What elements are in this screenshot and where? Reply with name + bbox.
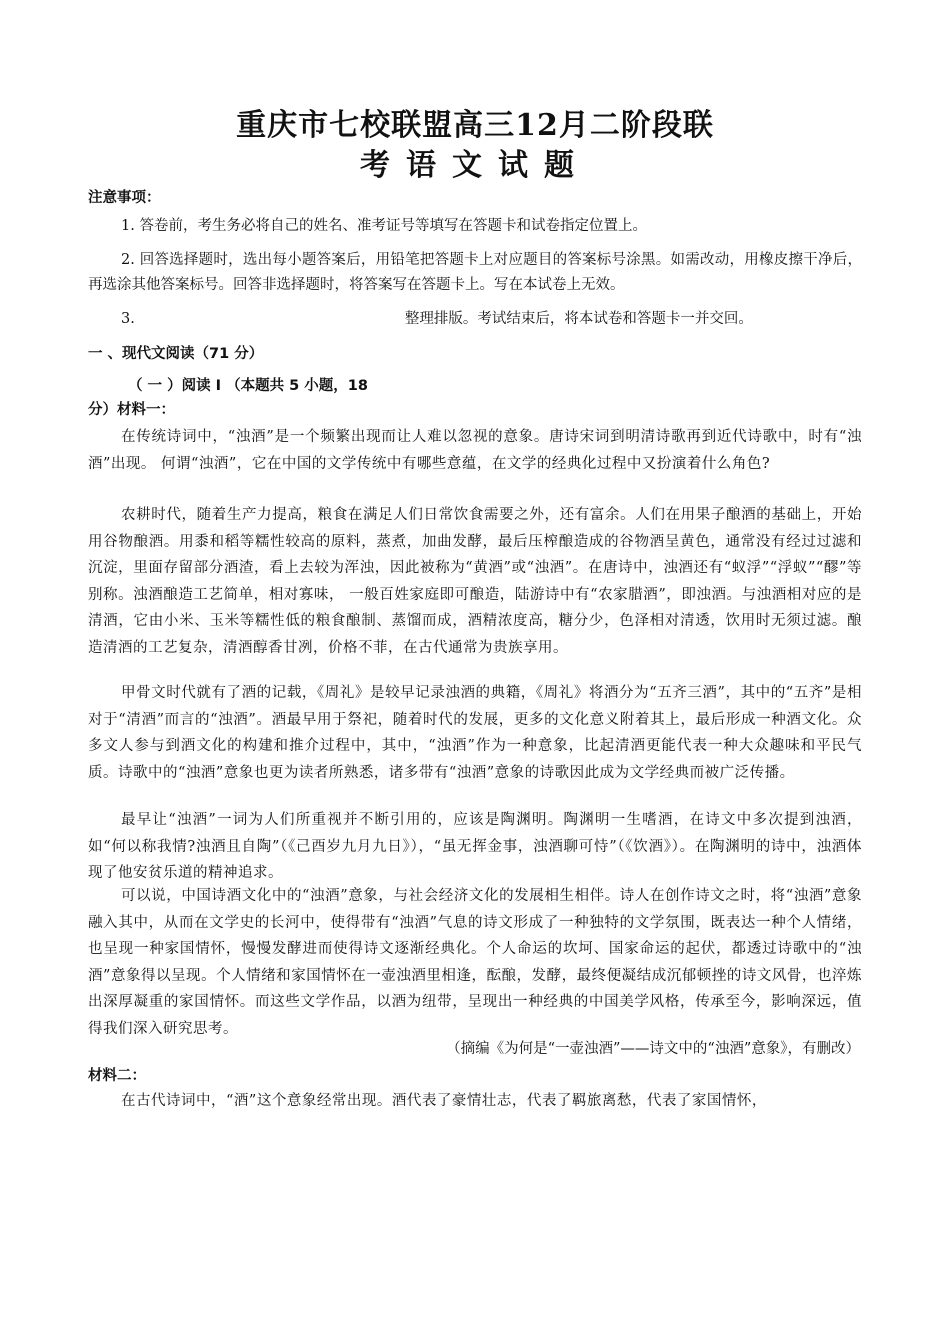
material-1-paragraph-2: 农耕时代，随着生产力提高，粮食在满足人们日常饮食需要之外，还有富余。人们在用果子酿酒的基础上，开始用谷物酿酒。用黍和稻等糯性较高的原料，蒸煮，加曲发酵，最后压榨酿造成的谷物酒呈黄色，通常没有经过过滤和沉淀，里面存留部分酒渣，看上去较为浑浊，因此被称为“黄酒”或“浊酒”。在唐诗中，浊酒还有“蚁浮”“浮蚁”“醪”等别称。浊酒酿造工艺简单，相对寡味， 一般百姓家庭即可酿造，陆游诗中有“农家腊酒”，即浊酒。与浊酒相对应的是清酒，它由小米、玉米等糯性低的粮食酿制、蒸馏而成，酒精浓度高，糖分少，色泽相对清透，饮用时无须过滤。酿造清酒的工艺复杂，清酒醇香甘冽，价格不菲，在古代通常为贵族享用。: [88, 507, 862, 656]
notes-heading: 注意事项：: [88, 190, 161, 206]
exam-title-line1: 重庆市七校联盟高三12月二阶段联: [236, 108, 714, 143]
notes-item-3-text: 整理排版。考试结束后，将本试卷和答题卡一并交回。: [404, 311, 753, 327]
section-heading: 一 、现代文阅读（71 分）: [88, 346, 264, 362]
material-1-paragraph-1: 在传统诗词中，“浊酒”是一个频繁出现而让人难以忽视的意象。唐诗宋词到明清诗歌再到近代诗歌中，时有“浊酒”出现。 何谓“浊酒”，它在中国的文学传统中有哪些意蕴，在文学的经典化过程中又扮演着什么角色?: [88, 429, 862, 472]
material-1-paragraph-3: 甲骨文时代就有了酒的记载，《周礼》是较早记录浊酒的典籍，《周礼》将酒分为“五齐三酒”，其中的“五齐”是相对于“清酒”而言的“浊酒”。酒最早用于祭祀，随着时代的发展，更多的文化意义附着其上，最后形成一种酒文化。众多文人参与到酒文化的构建和推介过程中，其中，“浊酒”作为一种意象，比起清酒更能代表一种大众趣味和平民气质。诗歌中的“浊酒”意象也更为读者所熟悉，诸多带有“浊酒”意象的诗歌因此成为文学经典而被广泛传播。: [88, 685, 862, 781]
material-1-label: 分）材料一：: [88, 402, 175, 418]
material-2-paragraph-1: 在古代诗词中，“酒”这个意象经常出现。酒代表了豪情壮志，代表了羁旅离愁，代表了家国情怀，: [121, 1093, 767, 1109]
notes-item-3-number: 3.: [121, 311, 135, 327]
material-1-paragraph-5: 可以说，中国诗酒文化中的“浊酒”意象，与社会经济文化的发展相生相伴。诗人在创作诗文之时，将“浊酒”意象融入其中，从而在文学史的长河中，使得带有“浊酒”气息的诗文形成了一种独特的文学氛围，既表达一种个人情绪，也呈现一种家国情怀，慢慢发酵进而使得诗文逐渐经典化。个人命运的坎坷、国家命运的起伏，都透过诗歌中的“浊酒”意象得以呈现。个人情绪和家国情怀在一壶浊酒里相逢，酝酿，发酵，最终便凝结成沉郁顿挫的诗文风骨，也淬炼出深厚凝重的家国情怀。而这些文学作品，以酒为纽带，呈现出一种经典的中国美学风格，传承至今，影响深远，值得我们深入研究思考。: [88, 888, 862, 1037]
material-1-paragraph-4: 最早让“浊酒”一词为人们所重视并不断引用的，应该是陶渊明。陶渊明一生嗜酒，在诗文中多次提到浊酒，如“何以称我情?浊酒且自陶”（《己酉岁九月九日》），“虽无挥金事，浊酒聊可恃”（《饮酒》）。在陶渊明的诗中，浊酒体现了他安贫乐道的精神追求。: [88, 812, 862, 882]
notes-item-1: 1. 答卷前，考生务必将自己的姓名、准考证号等填写在答题卡和试卷指定位置上。: [121, 218, 647, 234]
material-1-source: （摘编《为何是“一壶浊酒”——诗文中的“浊酒”意象》，有删改）: [446, 1041, 860, 1057]
notes-item-2: 2. 回答选择题时，选出每小题答案后，用铅笔把答题卡上对应题目的答案标号涂黑。如需改动，用橡皮擦干净后，再选涂其他答案标号。回答非选择题时，将答案写在答题卡上。写在本试卷上无效。: [88, 252, 862, 293]
material-2-label: 材料二：: [88, 1068, 146, 1084]
subsection-heading: （ 一 ）阅读 I （本题共 5 小题，18: [128, 378, 368, 394]
exam-title-line2: 考语文试题: [360, 148, 590, 183]
notes-item-3: [88, 307, 862, 332]
